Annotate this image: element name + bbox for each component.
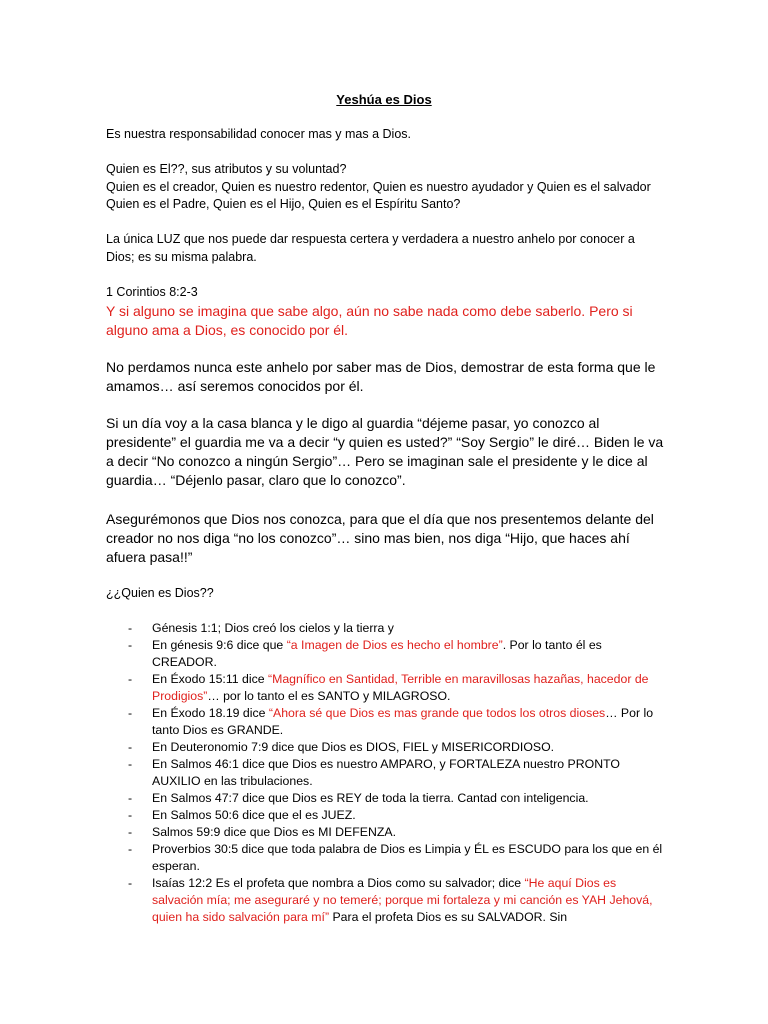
- list-item: - Isaías 12:2 Es el profeta que nombra a Dios como su salvador; dice “He aquí Dios es salvación mía; me aseguraré y no temeré; porque mi fortaleza y mi canción es YAH Jehová, quien ha sido salvación para mí” Para el profeta Dios es su SALVADOR. Sin: [128, 876, 653, 924]
- know-us-paragraph: Asegurémonos que Dios nos conozca, para que el día que nos presentemos delante del creador no nos diga “no los conozco”… sino mas bien, nos diga “Hijo, que haces ahí afuera pasa!!”: [106, 511, 654, 565]
- verse-reference: 1 Corintios 8:2-3: [106, 285, 198, 299]
- list-item: - En Salmos 46:1 dice que Dios es nuestro AMPARO, y FORTALEZA nuestro PRONTO AUXILIO en las tribulaciones.: [128, 757, 620, 788]
- who-is-god-heading: ¿¿Quien es Dios??: [106, 586, 214, 600]
- list-dash: -: [128, 672, 133, 686]
- scripture-quote: “Magnífico en Santidad, Terrible en maravillosas hazañas, hacedor de Prodigios”: [152, 672, 649, 703]
- list-item: - En Éxodo 15:11 dice “Magnífico en Santidad, Terrible en maravillosas hazañas, hacedor de Prodigios”… por lo tanto el es SANTO y MILAGROSO.: [128, 672, 649, 703]
- attributes-list: [106, 620, 666, 926]
- question-line: Quien es el creador, Quien es nuestro redentor, Quien es nuestro ayudador y Quien es el salvador: [106, 179, 651, 194]
- list-dash: -: [128, 740, 133, 754]
- list-item: - En Salmos 47:7 dice que Dios es REY de toda la tierra. Cantad con inteligencia.: [128, 791, 589, 805]
- list-dash: -: [128, 757, 133, 771]
- list-item: - En Salmos 50:6 dice que el es JUEZ.: [128, 808, 356, 822]
- longing-paragraph: No perdamos nunca este anhelo por saber mas de Dios, demostrar de esta forma que le amamos… así seremos conocidos por él.: [106, 359, 656, 394]
- intro-paragraph: Es nuestra responsabilidad conocer mas y mas a Dios.: [106, 127, 412, 141]
- white-house-paragraph: Si un día voy a la casa blanca y le digo al guardia “déjeme pasar, yo conozco al presidente” el guardia me va a decir “y quien es usted?” “Soy Sergio” le diré… Biden le va a decir “No conozco a ningún Sergio”… Pero se imaginan sale el presidente y le dice al guardia… “Déjenlo pasar, claro que lo conozco”.: [106, 415, 664, 488]
- list-dash: -: [128, 842, 133, 856]
- list-item: - Proverbios 30:5 dice que toda palabra de Dios es Limpia y ÉL es ESCUDO para los que en él esperan.: [128, 842, 663, 873]
- list-dash: -: [128, 808, 133, 822]
- list-item: - Génesis 1:1; Dios creó los cielos y la tierra y: [128, 621, 394, 635]
- list-item: - Salmos 59:9 dice que Dios es MI DEFENZA.: [128, 825, 396, 839]
- list-item: - En Deuteronomio 7:9 dice que Dios es DIOS, FIEL y MISERICORDIOSO.: [128, 740, 555, 754]
- list-dash: -: [128, 706, 133, 720]
- list-dash: -: [128, 876, 133, 890]
- scripture-quote: “He aquí Dios es salvación mía; me aseguraré y no temeré; porque mi fortaleza y mi canción es YAH Jehová, quien ha sido salvación para mí”: [152, 876, 653, 924]
- verse-quote: Y si alguno se imagina que sabe algo, aún no sabe nada como debe saberlo. Pero si alguno ama a Dios, es conocido por él.: [106, 303, 633, 338]
- question-line: Quien es El??, sus atributos y su voluntad?: [106, 162, 347, 176]
- list-item: - En Éxodo 18.19 dice “Ahora sé que Dios es mas grande que todos los otros dioses… Por lo tanto Dios es GRANDE.: [128, 706, 654, 737]
- list-dash: -: [128, 825, 133, 839]
- list-dash: -: [128, 621, 133, 635]
- scripture-quote: “Ahora sé que Dios es mas grande que todos los otros dioses: [268, 706, 606, 720]
- list-dash: -: [128, 791, 133, 805]
- question-line: Quien es el Padre, Quien es el Hijo, Quien es el Espíritu Santo?: [106, 197, 461, 211]
- list-dash: -: [128, 638, 133, 652]
- questions-paragraph: [106, 161, 666, 214]
- light-paragraph: La única LUZ que nos puede dar respuesta certera y verdadera a nuestro anhelo por conocer a Dios; es su misma palabra.: [106, 232, 635, 264]
- document-title: Yeshúa es Dios: [336, 92, 432, 107]
- scripture-quote: “a Imagen de Dios es hecho el hombre”: [286, 638, 503, 652]
- list-item: - En génesis 9:6 dice que “a Imagen de Dios es hecho el hombre”. Por lo tanto él es CREADOR.: [128, 638, 602, 669]
